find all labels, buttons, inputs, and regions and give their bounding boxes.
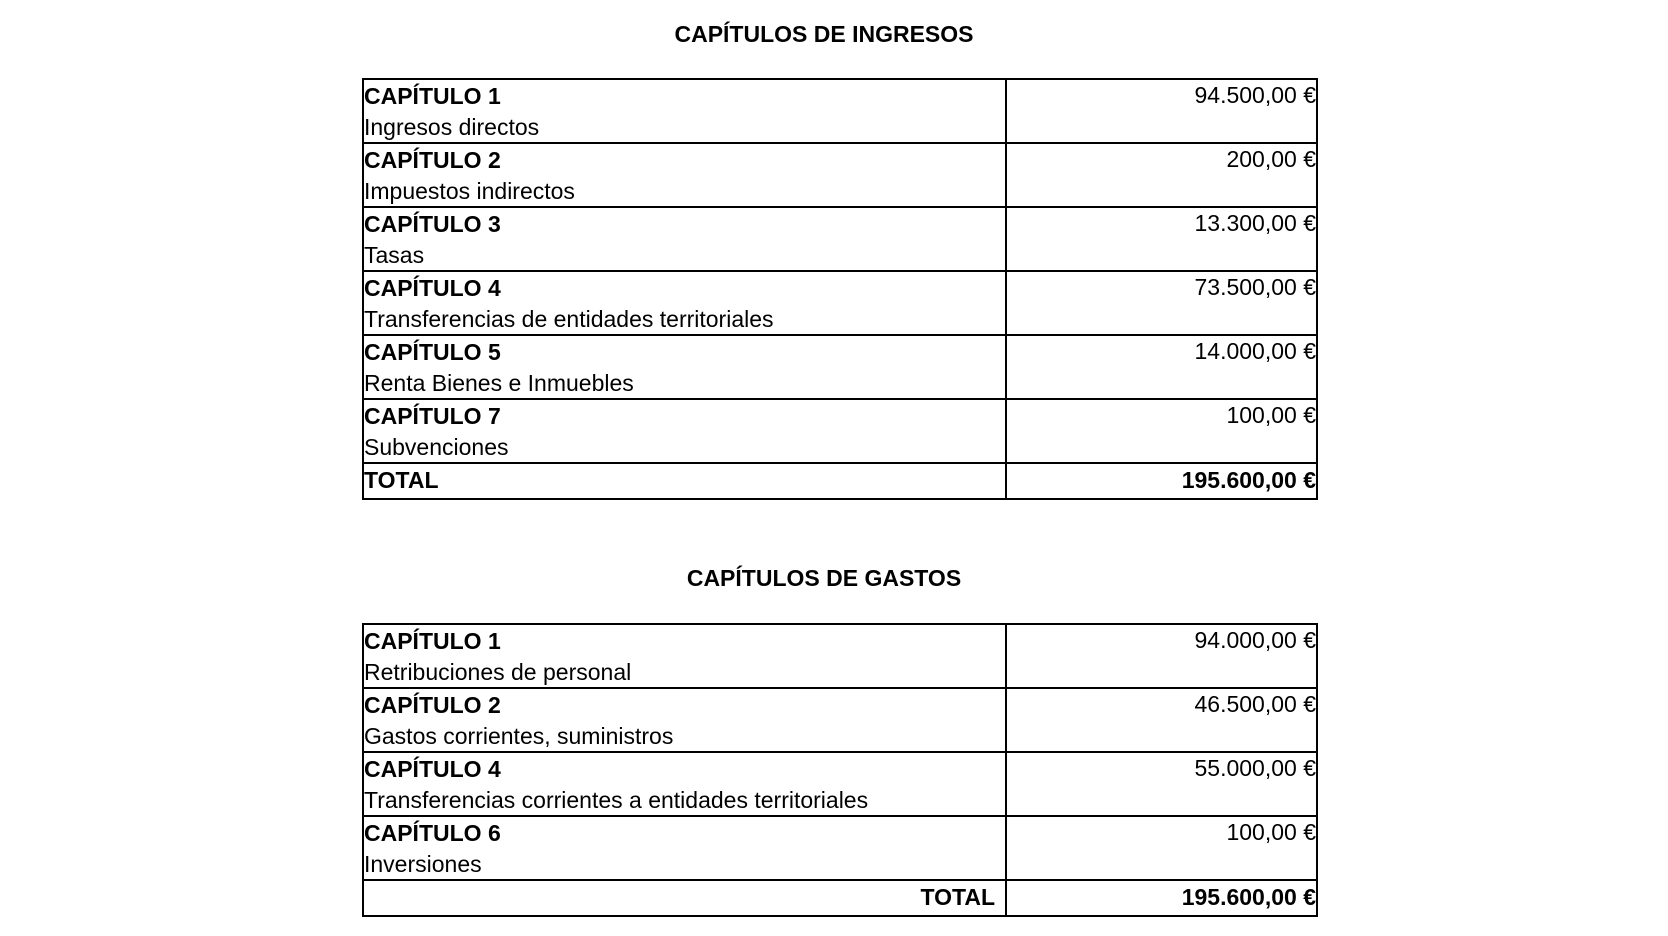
chapter-description: Inversiones [364,851,482,877]
chapter-heading: CAPÍTULO 4 [364,756,501,782]
table-row [363,143,1317,207]
gastos-table [362,623,1318,917]
chapter-heading: CAPÍTULO 1 [364,628,501,654]
chapter-description: Ingresos directos [364,114,540,140]
total-label: TOTAL [363,463,1006,499]
chapter-cell [363,399,1006,463]
chapter-description: Renta Bienes e Inmuebles [364,370,634,396]
chapter-amount: 46.500,00 € [1006,688,1317,752]
ingresos-title: CAPÍTULOS DE INGRESOS [674,21,974,47]
chapter-amount: 13.300,00 € [1006,207,1317,271]
chapter-description: Tasas [364,242,425,268]
chapter-cell [363,143,1006,207]
chapter-heading: CAPÍTULO 5 [364,339,501,365]
chapter-description: Impuestos indirectos [364,178,575,204]
table-row [363,752,1317,816]
chapter-heading: CAPÍTULO 2 [364,147,501,173]
table-row [363,79,1317,143]
chapter-amount: 55.000,00 € [1006,752,1317,816]
chapter-amount: 94.000,00 € [1006,624,1317,688]
total-amount: 195.600,00 € [1006,880,1317,916]
chapter-description: Transferencias de entidades territoriales [364,306,774,332]
chapter-heading: CAPÍTULO 1 [364,83,501,109]
chapter-cell [363,688,1006,752]
table-row [363,207,1317,271]
total-row [363,880,1317,916]
ingresos-table [362,78,1318,500]
chapter-cell [363,816,1006,880]
chapter-cell [363,752,1006,816]
chapter-cell [363,335,1006,399]
chapter-cell [363,624,1006,688]
table-row [363,399,1317,463]
chapter-heading: CAPÍTULO 3 [364,211,501,237]
chapter-heading: CAPÍTULO 2 [364,692,501,718]
chapter-description: Subvenciones [364,434,509,460]
chapter-cell [363,79,1006,143]
chapter-description: Retribuciones de personal [364,659,632,685]
table-row [363,624,1317,688]
chapter-heading: CAPÍTULO 6 [364,820,501,846]
chapter-amount: 100,00 € [1006,816,1317,880]
chapter-cell [363,207,1006,271]
table-row [363,271,1317,335]
gastos-title: CAPÍTULOS DE GASTOS [686,565,962,591]
chapter-heading: CAPÍTULO 4 [364,275,501,301]
table-row [363,335,1317,399]
chapter-description: Gastos corrientes, suministros [364,723,674,749]
chapter-heading: CAPÍTULO 7 [364,403,501,429]
total-amount: 195.600,00 € [1006,463,1317,499]
chapter-amount: 14.000,00 € [1006,335,1317,399]
table-row [363,688,1317,752]
total-label: TOTAL [363,880,1006,916]
total-row [363,463,1317,499]
chapter-amount: 73.500,00 € [1006,271,1317,335]
chapter-description: Transferencias corrientes a entidades territoriales [364,787,869,813]
table-row [363,816,1317,880]
chapter-cell [363,271,1006,335]
chapter-amount: 100,00 € [1006,399,1317,463]
chapter-amount: 94.500,00 € [1006,79,1317,143]
chapter-amount: 200,00 € [1006,143,1317,207]
